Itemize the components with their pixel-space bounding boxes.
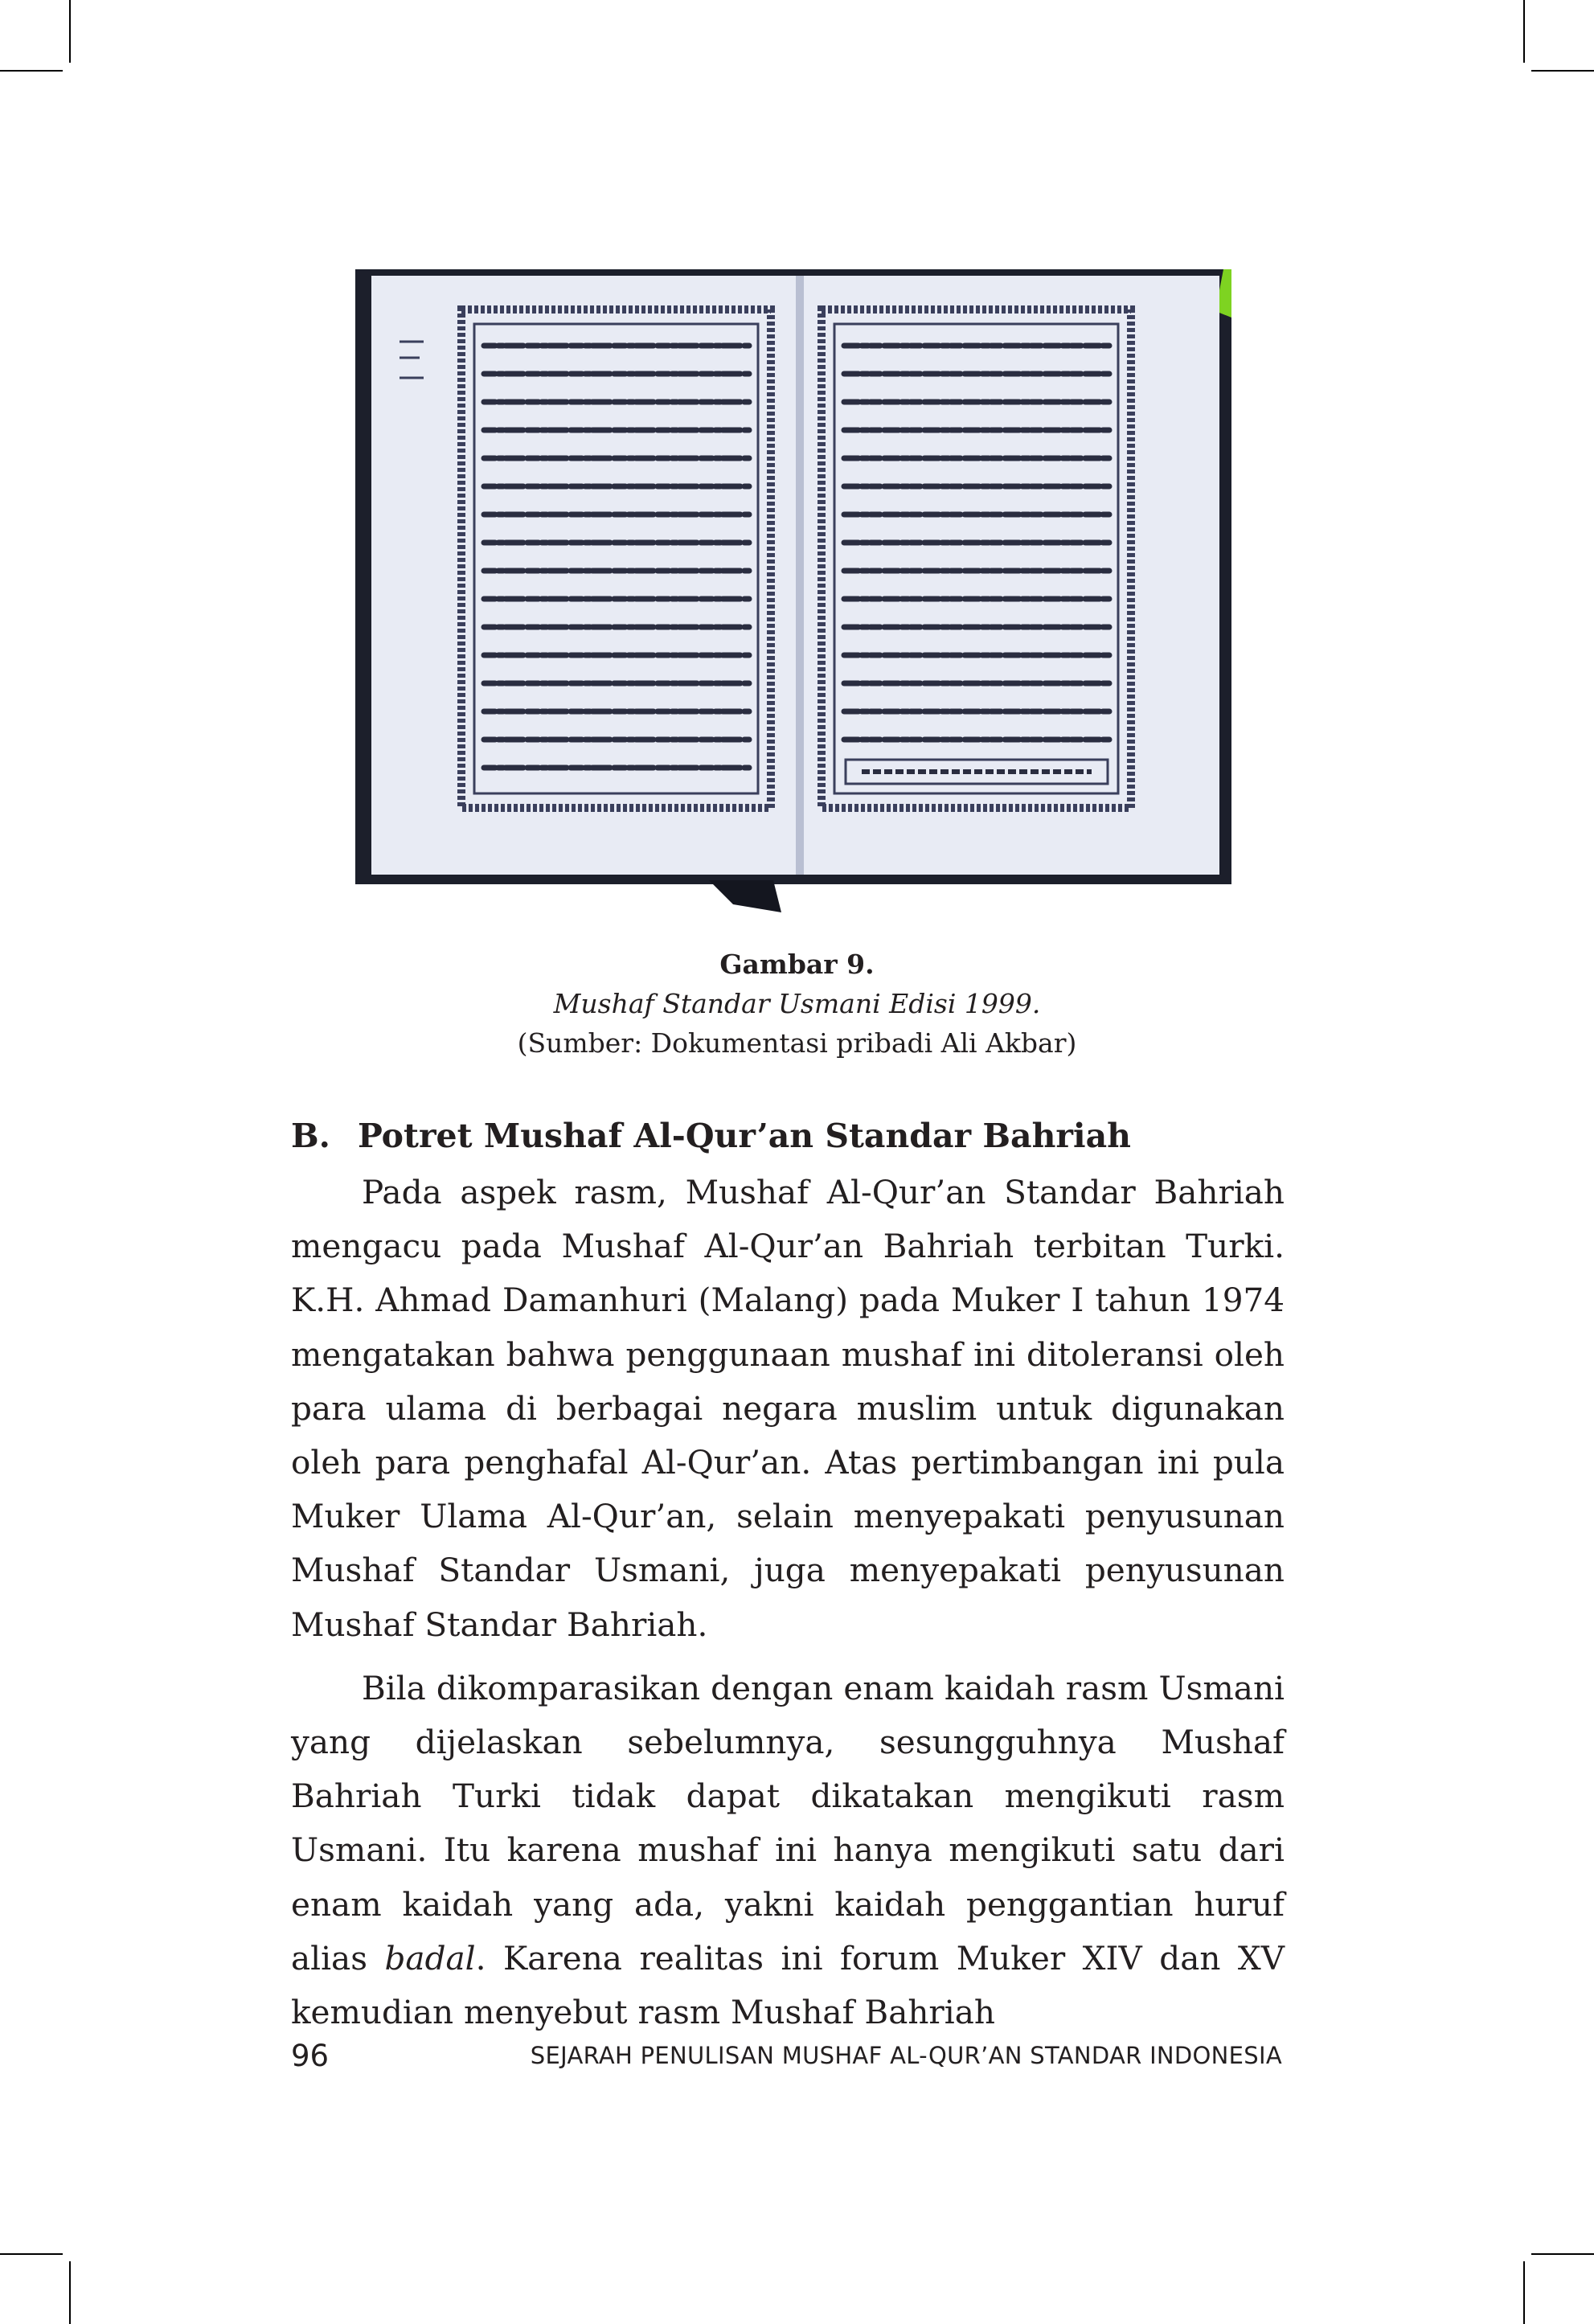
italic-term: badal xyxy=(384,1938,476,1978)
paragraph xyxy=(291,1662,1285,2039)
section-title: Potret Mushaf Al-Qur’an Standar Bahriah xyxy=(357,1117,1131,1155)
mushaf-photo xyxy=(355,269,1231,912)
running-head: SEJARAH PENULISAN MUSHAF AL-QUR’AN STANDAR INDONESIA xyxy=(530,2042,1282,2069)
crop-mark xyxy=(1523,0,1525,63)
crop-mark xyxy=(1531,2253,1594,2255)
crop-mark xyxy=(1531,70,1594,72)
figure-source: (Sumber: Dokumentasi pribadi Ali Akbar) xyxy=(517,1027,1077,1059)
section-heading xyxy=(291,1117,1131,1155)
open-quran-image xyxy=(355,269,1231,912)
figure-label: Gambar 9. xyxy=(719,949,875,980)
crop-mark xyxy=(69,0,71,63)
crop-mark xyxy=(0,2253,63,2255)
page-number: 96 xyxy=(291,2039,330,2073)
crop-mark xyxy=(1523,2261,1525,2324)
crop-mark xyxy=(69,2261,71,2324)
paragraph: Pada aspek rasm, Mushaf Al-Qur’an Standar Bahriah mengacu pada Mushaf Al-Qur’an Bahriah terbitan Turki. K.H. Ahmad Damanhuri (Malang) pada Muker I tahun 1974 mengatakan bahwa penggunaan mushaf ini ditoleransi oleh para ulama di berbagai negara muslim untuk digunakan oleh para penghafal Al-Qur’an. Atas pertimbangan ini pula Muker Ulama Al-Qur’an, selain menyepakati penyusunan Mushaf Standar Usmani, juga menyepakati penyusunan Mushaf Standar Bahriah. xyxy=(291,1173,1285,1644)
section-letter: B. xyxy=(291,1117,330,1155)
paragraph-text: Bila dikomparasikan dengan enam kaidah rasm Usmani yang dijelaskan sebelumnya, sesungguhnya Mushaf Bahriah Turki tidak dapat dikatakan mengikuti rasm Usmani. Itu karena mushaf ini hanya mengikuti satu dari enam kaidah yang ada, yakni kaidah penggantian huruf alias xyxy=(291,1668,1285,1978)
figure-title: Mushaf Standar Usmani Edisi 1999. xyxy=(553,988,1041,1019)
crop-mark xyxy=(0,70,63,72)
paragraph-text: . Karena realitas ini forum Muker XIV dan XV kemudian menyebut rasm Mushaf Bahriah xyxy=(291,1938,1285,2032)
body-text xyxy=(291,1166,1285,2039)
